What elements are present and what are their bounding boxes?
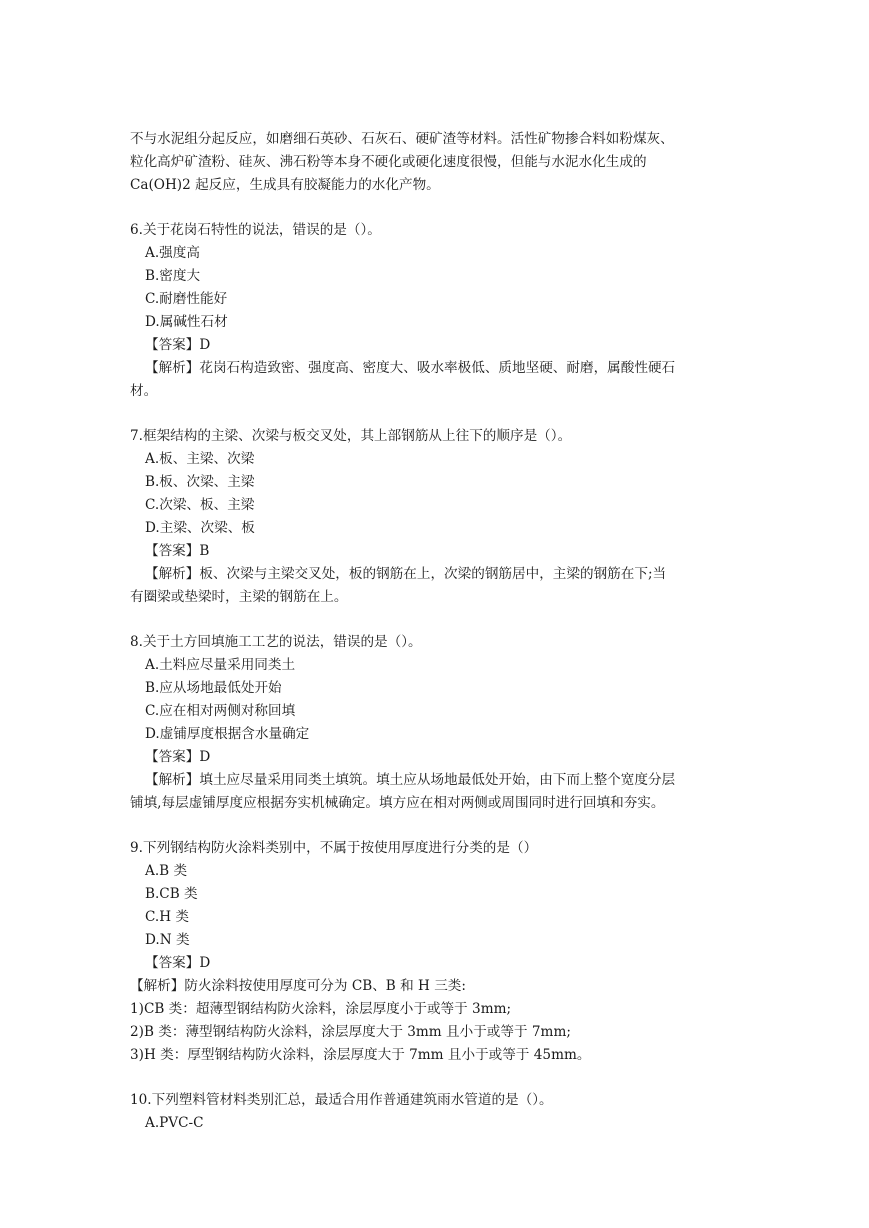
intro-line: 粒化高炉矿渣粉、硅灰、沸石粉等本身不硬化或硬化速度很慢，但能与水泥水化生成的 xyxy=(130,154,647,170)
option-d: D.主梁、次梁、板 xyxy=(145,520,255,536)
question-text: 10.下列塑料管材料类别汇总，最适合用作普通建筑雨水管道的是（）。 xyxy=(130,1092,553,1108)
option-b: B.应从场地最低处开始 xyxy=(145,680,282,696)
question-text: 8.关于土方回填施工工艺的说法，错误的是（）。 xyxy=(130,634,422,650)
answer: 【答案】B xyxy=(145,543,210,559)
question-8 xyxy=(130,631,742,815)
analysis-line: 3)H 类：厚型钢结构防火涂料，涂层厚度大于 7mm 且小于或等于 45mm。 xyxy=(130,1047,591,1063)
option-a: A.B 类 xyxy=(145,863,188,879)
answer: 【答案】D xyxy=(145,337,211,353)
option-c: C.次梁、板、主梁 xyxy=(145,497,255,513)
answer: 【答案】D xyxy=(145,955,211,971)
option-b: B.CB 类 xyxy=(145,886,198,902)
answer: 【答案】D xyxy=(145,749,211,765)
question-text: 7.框架结构的主梁、次梁与板交叉处，其上部钢筋从上往下的顺序是（）。 xyxy=(130,428,572,444)
option-c: C.耐磨性能好 xyxy=(145,291,228,307)
analysis-line: 2)B 类：薄型钢结构防火涂料，涂层厚度大于 3mm 且小于或等于 7mm; xyxy=(130,1024,571,1040)
document-page xyxy=(130,128,742,1135)
option-a: A.土料应尽量采用同类土 xyxy=(145,657,296,673)
analysis-line: 1)CB 类：超薄型钢结构防火涂料，涂层厚度小于或等于 3mm; xyxy=(130,1001,512,1017)
question-text: 6.关于花岗石特性的说法，错误的是（）。 xyxy=(130,222,381,238)
analysis-line: 铺填,每层虚铺厚度应根据夯实机械确定。填方应在相对两侧或周围同时进行回填和夯实。 xyxy=(130,795,665,811)
question-10 xyxy=(130,1089,742,1135)
option-d: D.属碱性石材 xyxy=(145,314,228,330)
option-b: B.板、次梁、主梁 xyxy=(145,474,255,490)
analysis-line: 【解析】花岗石构造致密、强度高、密度大、吸水率极低、质地坚硬、耐磨，属酸性硬石 xyxy=(145,360,676,376)
intro-line: 不与水泥组分起反应，如磨细石英砂、石灰石、硬矿渣等材料。活性矿物掺合料如粉煤灰、 xyxy=(130,131,674,147)
analysis-line: 【解析】板、次梁与主梁交叉处，板的钢筋在上，次梁的钢筋居中，主梁的钢筋在下;当 xyxy=(145,566,667,582)
question-6 xyxy=(130,219,742,403)
option-c: C.应在相对两侧对称回填 xyxy=(145,703,296,719)
option-a: A.PVC-C xyxy=(145,1115,204,1131)
analysis-line: 【解析】填土应尽量采用同类土填筑。填土应从场地最低处开始，由下而上整个宽度分层 xyxy=(145,772,676,788)
analysis-line: 【解析】防火涂料按使用厚度可分为 CB、B 和 H 三类: xyxy=(130,978,466,994)
intro-paragraph xyxy=(130,128,742,197)
question-7 xyxy=(130,425,742,609)
option-d: D.N 类 xyxy=(145,932,190,948)
analysis-line: 材。 xyxy=(130,383,158,399)
question-9 xyxy=(130,837,742,1067)
option-d: D.虚铺厚度根据含水量确定 xyxy=(145,726,310,742)
option-a: A.强度高 xyxy=(145,245,200,261)
option-a: A.板、主梁、次梁 xyxy=(145,451,255,467)
option-b: B.密度大 xyxy=(145,268,201,284)
option-c: C.H 类 xyxy=(145,909,190,925)
analysis-line: 有圈梁或垫梁时，主梁的钢筋在上。 xyxy=(130,589,348,605)
intro-line: Ca(OH)2 起反应，生成具有胶凝能力的水化产物。 xyxy=(130,177,440,193)
question-text: 9.下列钢结构防火涂料类别中，不属于按使用厚度进行分类的是（） xyxy=(130,840,538,856)
